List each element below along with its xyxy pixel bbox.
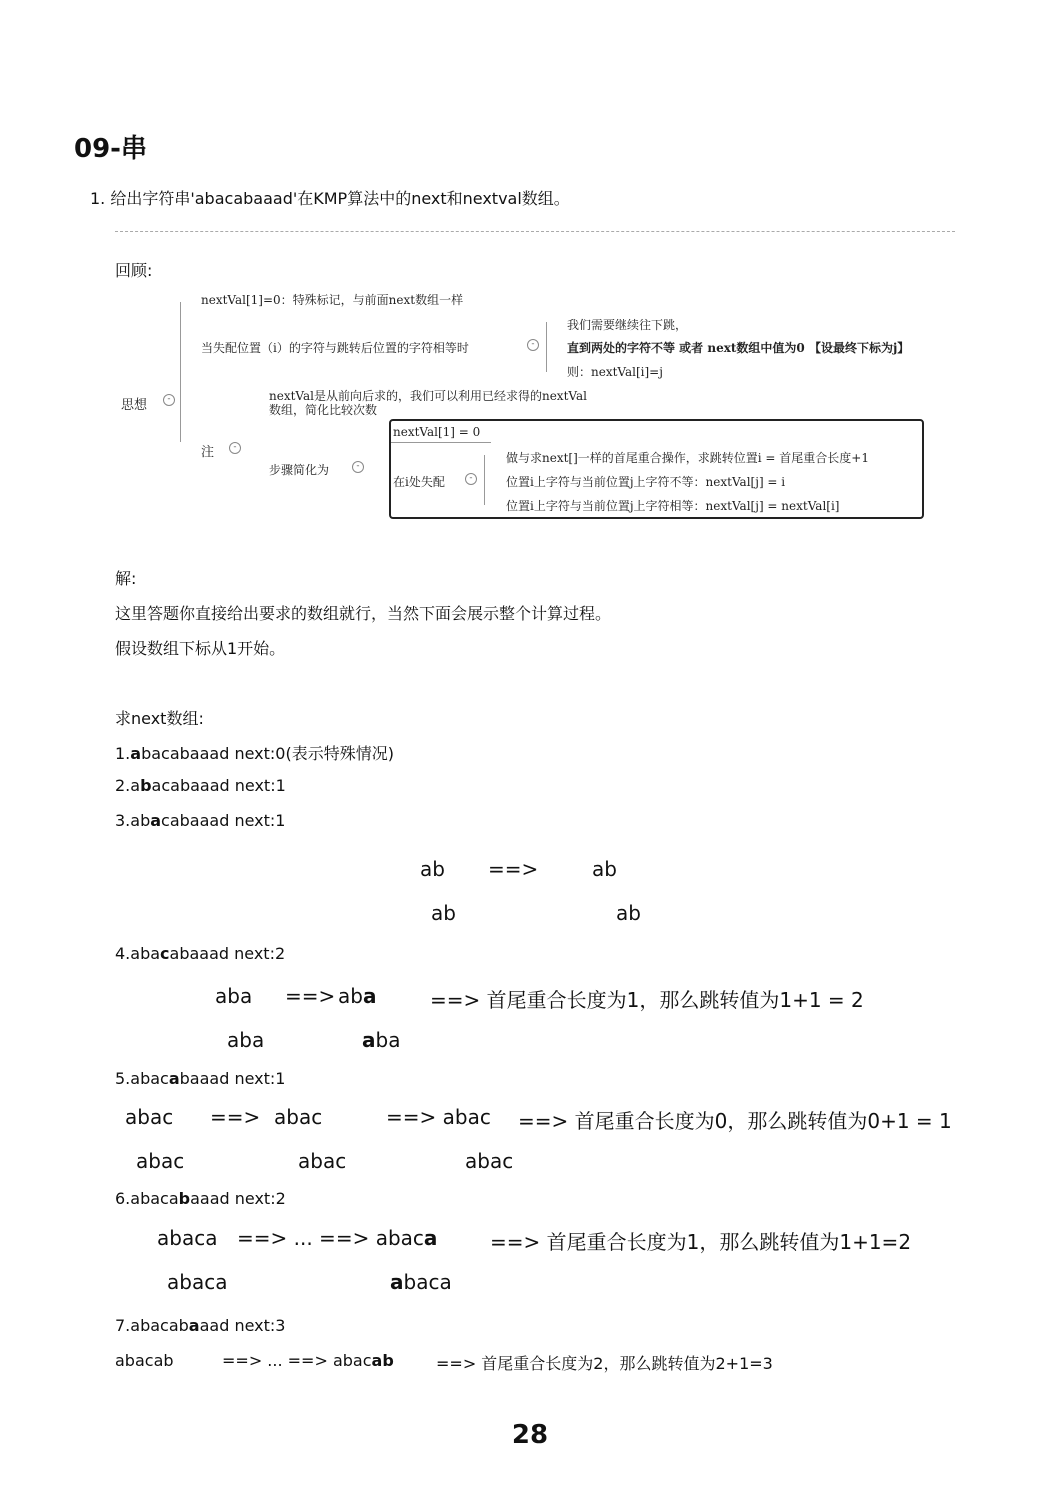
illustration-5-row-2c: abac [465,1149,514,1173]
illustration-5-row-1a: abac [125,1105,174,1129]
section-title: 09-串 [74,134,147,164]
answer-paragraph-2: 假设数组下标从1开始。 [115,639,286,658]
review-label: 回顾: [115,261,153,280]
step-3: 3.abacabaaad next:1 [115,811,286,830]
illustration-4-row-1b: ==> [285,984,336,1008]
collapse-icon: - [163,394,175,406]
step-1: 1.abacabaaad next:0(表示特殊情况) [115,744,394,763]
next-array-heading: 求next数组: [115,709,204,728]
illustration-4-row-2b: aba [362,1028,401,1052]
page-number: 28 [511,1420,549,1450]
illustration-3-row-2a: ab [431,901,456,925]
illustration-4-row-1c: aba [338,984,377,1008]
mindmap-node-until: 直到两处的字符不等 或者 next数组中值为0 【设最终下标为j】 [567,341,910,355]
box-first-line: nextVal[1] = 0 [393,425,481,439]
box-step-1: 做与求next[]一样的首尾重合操作，求跳转位置i = 首尾重合长度+1 [506,451,869,465]
collapse-icon: - [352,461,364,473]
step-7: 7.abacabaaad next:3 [115,1316,286,1335]
illustration-7-row-1d: ==> 首尾重合长度为2，那么跳转值为2+1=3 [436,1354,773,1373]
illustration-5-row-1b: ==> [210,1105,261,1129]
box-step-2: 位置i上字符与当前位置j上字符不等：nextVal[j] = i [506,475,786,489]
collapse-icon: - [527,339,539,351]
answer-paragraph-1: 这里答题你直接给出要求的数组就行，当然下面会展示整个计算过程。 [115,604,612,623]
illustration-6-row-2b: abaca [390,1270,452,1294]
step-5: 5.abacabaaad next:1 [115,1069,286,1088]
collapse-icon: - [465,473,477,485]
illustration-4-row-2a: aba [227,1028,265,1052]
mindmap-node-steps: 步骤简化为 [269,463,330,477]
illustration-6-row-2a: abaca [167,1270,228,1294]
illustration-7-row-1b: ==> ... ==> abacab [222,1351,394,1370]
box-mismatch: 在i处失配 [393,475,445,489]
step-2: 2.abacabaaad next:1 [115,776,286,795]
mindmap-node-note: 注 [201,445,215,460]
illustration-5-row-2b: abac [298,1149,347,1173]
illustration-7-row-1a: abacab [115,1351,174,1370]
mindmap-branch-line [546,322,547,372]
collapse-icon: - [229,442,241,454]
illustration-3-row-1a: ab [420,857,445,881]
illustration-5-row-2a: abac [136,1149,185,1173]
mindmap-branch-line [484,455,485,505]
mindmap-branch-line [180,302,181,442]
mindmap-node-nextval-order-2: 数组，简化比较次数 [269,403,378,417]
illustration-5-row-1d: ==> abac [386,1105,491,1129]
illustration-6-row-1d: ==> 首尾重合长度为1，那么跳转值为1+1=2 [490,1230,912,1254]
question-text: 1. 给出字符串'abacabaaad'在KMP算法中的next和nextval数组。 [90,189,570,208]
illustration-6-row-1a: abaca [157,1226,218,1250]
mindmap-node-then: 则：nextVal[i]=j [567,365,663,379]
step-4: 4.abacabaaad next:2 [115,944,286,963]
step-6: 6.abacabaaad next:2 [115,1189,286,1208]
answer-label: 解: [115,569,137,588]
mindmap-root: 思想 [121,398,148,413]
illustration-4-row-1a: aba [215,984,253,1008]
box-step-3: 位置i上字符与当前位置j上字符相等：nextVal[j] = nextVal[i] [506,499,840,513]
illustration-6-row-1b: ==> ... ==> abaca [237,1226,438,1250]
separator [115,231,955,232]
illustration-3-row-1c: ab [592,857,617,881]
mindmap-node-nextval-1: nextVal[1]=0：特殊标记，与前面next数组一样 [201,293,464,307]
illustration-4-row-1e: ==> 首尾重合长度为1，那么跳转值为1+1 = 2 [430,988,864,1012]
mindmap-node-mismatch: 当失配位置（i）的字符与跳转后位置的字符相等时 [201,341,469,355]
illustration-3-row-2b: ab [616,901,641,925]
illustration-3-row-1b: ==> [488,857,539,881]
illustration-5-row-1e: ==> 首尾重合长度为0，那么跳转值为0+1 = 1 [518,1109,952,1133]
box-divider [391,442,491,443]
mindmap-node-nextval-order: nextVal是从前向后求的，我们可以利用已经求得的nextVal [269,389,587,403]
illustration-5-row-1c: abac [274,1105,323,1129]
mindmap-node-continue-jump: 我们需要继续往下跳， [567,318,688,332]
